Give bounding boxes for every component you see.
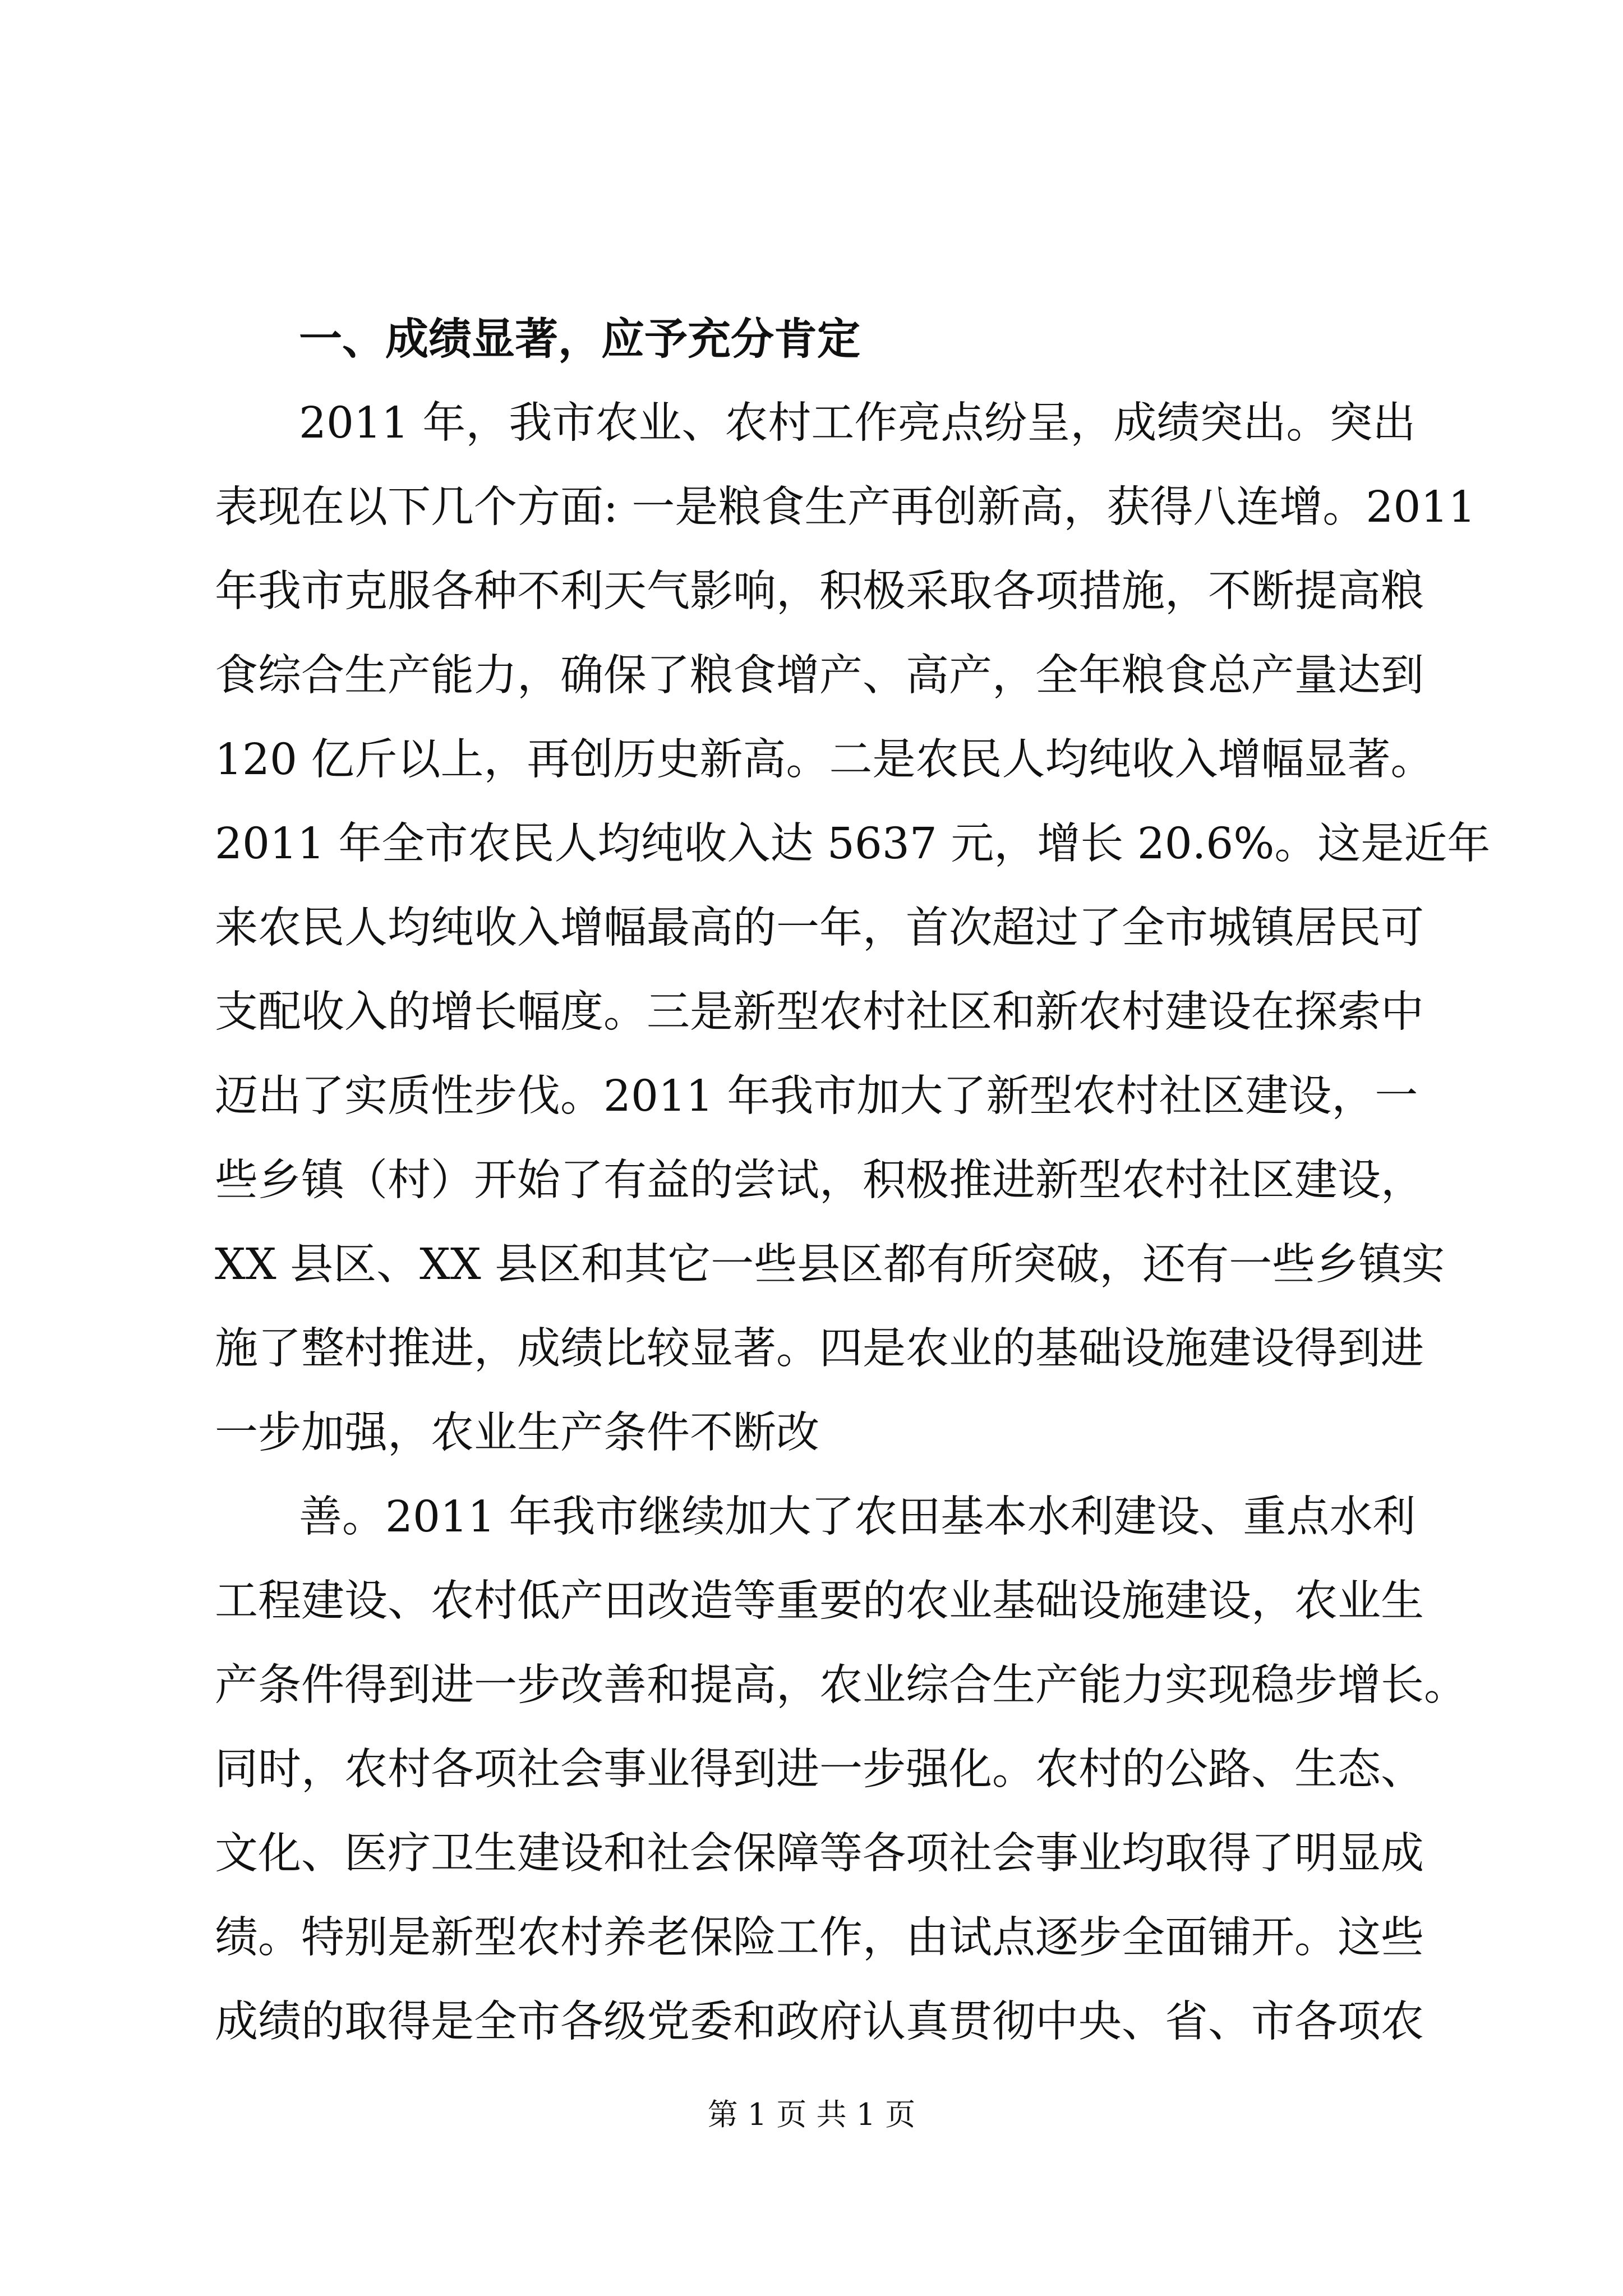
page-footer: 第 1 页 共 1 页 [707, 2097, 916, 2132]
text-line: 施了整村推进，成绩比较显著。四是农业的基础设施建设得到进 [215, 1324, 1424, 1374]
text-line: 成绩的取得是全市各级党委和政府认真贯彻中央、省、市各项农 [215, 1997, 1424, 2047]
text-line: 2011 年，我市农业、农村工作亮点纷呈，成绩突出。突出 [299, 398, 1416, 448]
text-line: 文化、医疗卫生建设和社会保障等各项社会事业均取得了明显成 [215, 1829, 1424, 1879]
text-line: 些乡镇（村）开始了有益的尝试，积极推进新型农村社区建设， [215, 1156, 1424, 1205]
text-line: 2011 年全市农民人均纯收入达 5637 元，增长 20.6%。这是近年 [215, 819, 1491, 869]
text-line: 工程建设、农村低产田改造等重要的农业基础设施建设，农业生 [215, 1576, 1424, 1626]
text-line: 年我市克服各种不利天气影响，积极采取各项措施，不断提高粮 [215, 567, 1424, 616]
text-line: 产条件得到进一步改善和提高，农业综合生产能力实现稳步增长。 [215, 1660, 1467, 1710]
text-line: 食综合生产能力，确保了粮食增产、高产，全年粮食总产量达到 [215, 651, 1424, 701]
text-line: 一步加强，农业生产条件不断改 [215, 1408, 819, 1458]
paragraph-infrastructure [215, 1475, 1467, 2064]
paragraph-achievements [215, 381, 1491, 1475]
text-line: 绩。特别是新型农村养老保险工作，由试点逐步全面铺开。这些 [215, 1913, 1424, 1963]
text-line: 表现在以下几个方面: 一是粮食生产再创新高，获得八连增。2011 [215, 482, 1476, 532]
text-line: 120 亿斤以上，再创历史新高。二是农民人均纯收入增幅显著。 [215, 735, 1434, 785]
text-line: 善。2011 年我市继续加大了农田基本水利建设、重点水利 [299, 1492, 1416, 1542]
document-body [215, 297, 1491, 2064]
text-line: 来农民人均纯收入增幅最高的一年，首次超过了全市城镇居民可 [215, 903, 1424, 953]
text-line: 支配收入的增长幅度。三是新型农村社区和新农村建设在探索中 [215, 987, 1424, 1037]
section-heading: 一、成绩显著，应予充分肯定 [299, 314, 860, 365]
text-line: 迈出了实质性步伐。2011 年我市加大了新型农村社区建设，一 [215, 1071, 1418, 1121]
text-line: XX 县区、XX 县区和其它一些县区都有所突破，还有一些乡镇实 [215, 1240, 1445, 1290]
text-line: 同时，农村各项社会事业得到进一步强化。农村的公路、生态、 [215, 1745, 1424, 1795]
